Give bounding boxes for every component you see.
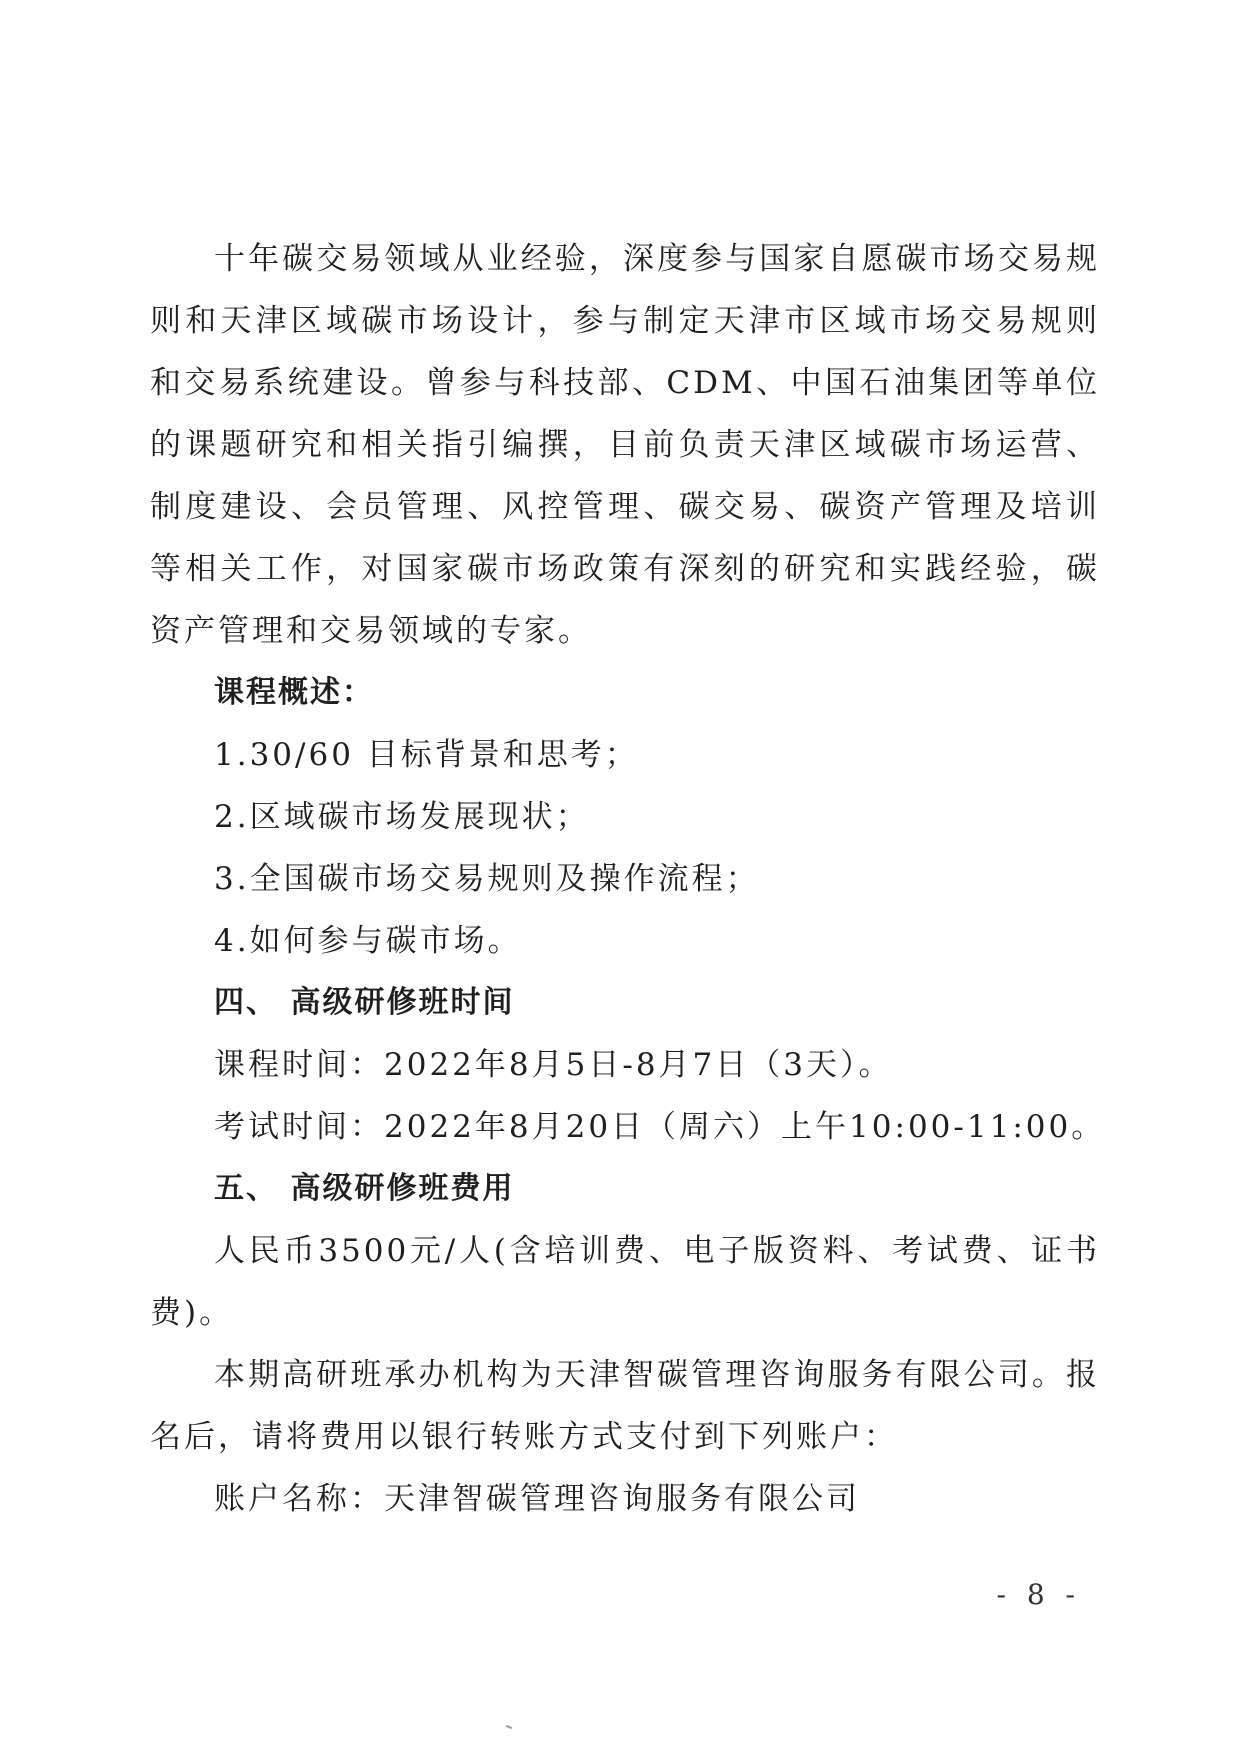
course-item-1: 1.30/60 目标背景和思考； — [214, 737, 639, 773]
scan-speck — [506, 1725, 512, 1729]
document-body — [150, 228, 1106, 1530]
course-item-2: 2.区域碳市场发展现状； — [214, 799, 590, 835]
course-item-4: 4.如何参与碳市场。 — [214, 923, 522, 959]
intro-paragraph: 十年碳交易领域从业经验，深度参与国家自愿碳市场交易规则和天津区域碳市场设计，参与制定天津市区域市场交易规则和交易系统建设。曾参与科技部、CDM、中国石油集团等单位的课题研究和相关指引编撰，目前负责天津区域碳市场运营、制度建设、会员管理、风控管理、碳交易、碳资产管理及培训等相关工作，对国家碳市场政策有深刻的研究和实践经验，碳资产管理和交易领域的专家。 — [150, 241, 1100, 649]
section-five-heading: 五、 高级研修班费用 — [214, 1171, 515, 1206]
account-name: 账户名称：天津智碳管理咨询服务有限公司 — [214, 1481, 860, 1517]
organizer-paragraph: 本期高研班承办机构为天津智碳管理咨询服务有限公司。报名后，请将费用以银行转账方式支付到下列账户： — [150, 1357, 1100, 1455]
course-overview-heading: 课程概述： — [214, 675, 374, 710]
section-four-heading: 四、 高级研修班时间 — [214, 985, 515, 1020]
course-time: 课程时间：2022年8月5日-8月7日（3天）。 — [214, 1047, 893, 1083]
exam-time: 考试时间：2022年8月20日（周六）上午10:00-11:00。 — [214, 1109, 1106, 1145]
fee-paragraph: 人民币3500元/人(含培训费、电子版资料、考试费、证书费)。 — [150, 1233, 1100, 1331]
course-item-3: 3.全国碳市场交易规则及操作流程； — [214, 861, 760, 897]
page-number: - 8 - — [996, 1578, 1081, 1611]
